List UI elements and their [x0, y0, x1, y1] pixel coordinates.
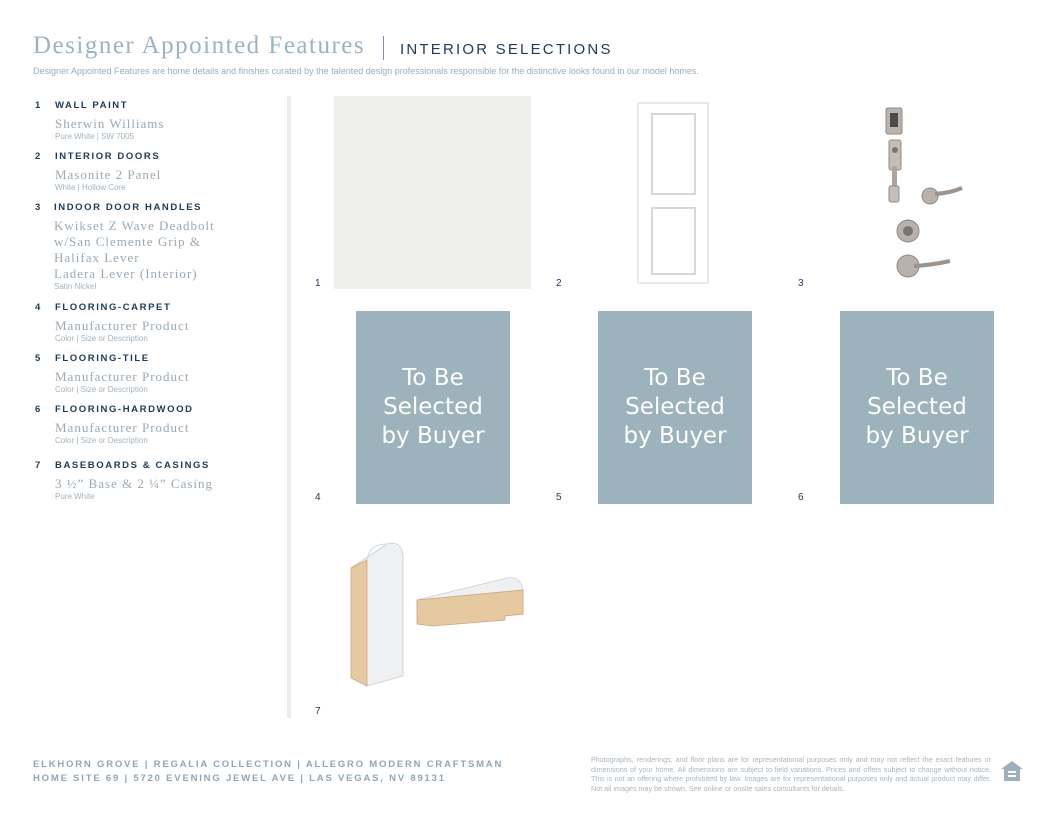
image-label: 2 [556, 278, 562, 289]
placeholder-line: by Buyer [623, 423, 727, 449]
placeholder-line: Selected [625, 394, 725, 420]
feature-category: INTERIOR DOORS [55, 151, 161, 162]
equal-housing-icon [1000, 759, 1024, 783]
feature-number: 2 [35, 151, 42, 162]
image-label: 3 [798, 278, 804, 289]
feature-product: Halifax Lever [54, 250, 140, 265]
feature-number: 1 [35, 100, 42, 111]
feature-product: w/San Clemente Grip & [54, 234, 202, 249]
home-site-address: HOME SITE 69 | 5720 EVENING JEWEL AVE | LAS VEGAS, NV 89131 [33, 773, 446, 784]
feature-number: 7 [35, 460, 42, 471]
feature-details: White | Hollow Core [55, 183, 126, 192]
feature-product: Manufacturer Product [55, 420, 190, 435]
feature-number: 5 [35, 353, 42, 364]
placeholder-line: Selected [867, 394, 967, 420]
feature-number: 6 [35, 404, 42, 415]
legal-disclaimer: Photographs, renderings, and floor plans are for representational purposes only and may not reflect the exact features or dimensions of your home. All dimensions are subject to field variations. Prices and offers subject to change without notice. This is not an offering where prohibited by law. Images are for representational purposes only and actual product may differ. Not all images may be shown. See online or onsite sales consultants for details. [591, 755, 991, 793]
door-handles-image [880, 104, 970, 284]
placeholder-line: by Buyer [381, 423, 485, 449]
feature-product: Masonite 2 Panel [55, 167, 162, 182]
feature-category: INDOOR DOOR HANDLES [54, 202, 203, 213]
page-title: Designer Appointed Features [33, 32, 366, 59]
feature-product: Manufacturer Product [55, 318, 190, 333]
section-title: INTERIOR SELECTIONS [400, 41, 613, 58]
feature-number: 3 [35, 202, 42, 213]
feature-number: 4 [35, 302, 42, 313]
placeholder-line: Selected [383, 394, 483, 420]
feature-product: 3 ½” Base & 2 ¼” Casing [55, 476, 214, 491]
image-label: 4 [315, 492, 321, 503]
to-be-selected-placeholder [356, 311, 510, 504]
image-label: 1 [315, 278, 321, 289]
door-image [636, 101, 710, 285]
placeholder-line: To Be [644, 365, 706, 391]
placeholder-line: To Be [402, 365, 464, 391]
placeholder-line: To Be [886, 365, 948, 391]
feature-category: FLOORING-TILE [55, 353, 150, 364]
to-be-selected-placeholder [840, 311, 994, 504]
feature-category: FLOORING-HARDWOOD [55, 404, 194, 415]
feature-details: Color | Size or Description [55, 334, 148, 343]
baseboard-casing-image [345, 538, 530, 690]
title-divider [383, 36, 384, 60]
image-label: 6 [798, 492, 804, 503]
feature-product: Sherwin Williams [55, 116, 165, 131]
to-be-selected-placeholder [598, 311, 752, 504]
community-info: ELKHORN GROVE | REGALIA COLLECTION | ALLEGRO MODERN CRAFTSMAN [33, 759, 504, 770]
feature-product: Ladera Lever (Interior) [54, 266, 198, 281]
feature-details: Color | Size or Description [55, 436, 148, 445]
feature-details: Pure White [55, 492, 95, 501]
image-label: 7 [315, 706, 321, 717]
wall-paint-swatch [334, 96, 531, 289]
feature-details: Satin Nickel [54, 282, 97, 291]
feature-product: Manufacturer Product [55, 369, 190, 384]
image-label: 5 [556, 492, 562, 503]
feature-category: FLOORING-CARPET [55, 302, 172, 313]
placeholder-line: by Buyer [865, 423, 969, 449]
feature-product: Kwikset Z Wave Deadbolt [54, 218, 215, 233]
feature-category: BASEBOARDS & CASINGS [55, 460, 210, 471]
feature-details: Pure White | SW 7005 [55, 132, 134, 141]
feature-category: WALL PAINT [55, 100, 129, 111]
feature-details: Color | Size or Description [55, 385, 148, 394]
vertical-divider [287, 96, 291, 718]
page-subtitle: Designer Appointed Features are home details and finishes curated by the talented design professionals responsible for the distinctive looks found in our model homes. [33, 66, 699, 76]
